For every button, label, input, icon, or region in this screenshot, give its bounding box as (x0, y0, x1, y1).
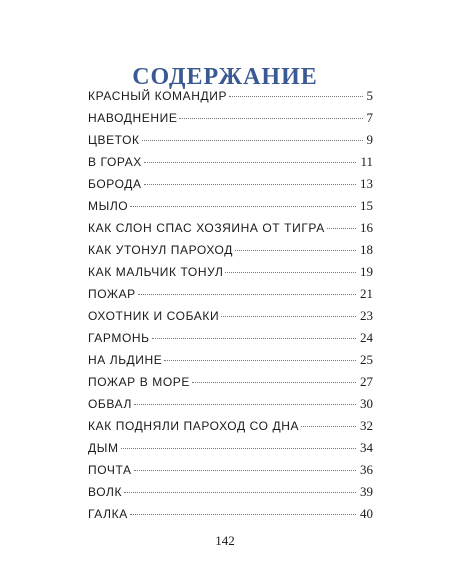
toc-entry (88, 132, 373, 154)
dot-leader (229, 96, 362, 97)
toc-entry (88, 374, 373, 396)
toc-entry-page: 24 (360, 330, 373, 345)
dot-leader (301, 426, 356, 427)
dot-leader (130, 206, 356, 207)
toc-entry (88, 330, 373, 352)
dot-leader (144, 162, 357, 163)
toc-entry-page: 39 (360, 484, 373, 499)
table-of-contents (88, 88, 373, 528)
page-number: 142 (215, 533, 235, 548)
toc-entry-title: МЫЛО (88, 199, 129, 213)
toc-entry-title: ВОЛК (88, 485, 123, 499)
toc-entry (88, 286, 373, 308)
dot-leader (235, 250, 356, 251)
toc-entry-page: 23 (360, 308, 373, 323)
toc-entry (88, 308, 373, 330)
toc-entry-page: 13 (360, 176, 373, 191)
toc-entry (88, 418, 373, 440)
toc-entry-title: ЦВЕТОК (88, 133, 140, 147)
toc-entry (88, 462, 373, 484)
toc-entry-page: 32 (360, 418, 373, 433)
dot-leader (225, 272, 356, 273)
dot-leader (164, 360, 356, 361)
toc-entry-title: ОБВАЛ (88, 397, 132, 411)
dot-leader (130, 514, 356, 515)
toc-entry (88, 88, 373, 110)
toc-entry (88, 154, 373, 176)
toc-entry-page: 19 (360, 264, 373, 279)
toc-entry (88, 484, 373, 506)
dot-leader (327, 228, 356, 229)
toc-entry-title: ГАЛКА (88, 507, 128, 521)
dot-leader (221, 316, 356, 317)
toc-entry (88, 264, 373, 286)
toc-entry-title: В ГОРАХ (88, 155, 142, 169)
toc-entry-title: КРАСНЫЙ КОМАНДИР (88, 89, 228, 103)
toc-entry-page: 30 (360, 396, 373, 411)
dot-leader (138, 294, 356, 295)
dot-leader (192, 382, 356, 383)
toc-entry-page: 25 (360, 352, 373, 367)
toc-entry-page: 27 (360, 374, 373, 389)
toc-entry-title: ПОЧТА (88, 463, 132, 477)
toc-entry-page: 18 (360, 242, 373, 257)
toc-entry-title: НА ЛЬДИНЕ (88, 353, 163, 367)
toc-entry-title: БОРОДА (88, 177, 142, 191)
contents-heading: СОДЕРЖАНИЕ (132, 64, 318, 91)
dot-leader (134, 470, 356, 471)
toc-entry-page: 5 (366, 88, 373, 103)
toc-entry (88, 198, 373, 220)
toc-entry-page: 34 (360, 440, 373, 455)
toc-entry-title: НАВОДНЕНИЕ (88, 111, 178, 125)
toc-entry (88, 352, 373, 374)
toc-entry-title: КАК УТОНУЛ ПАРОХОД (88, 243, 233, 257)
dot-leader (179, 118, 362, 119)
toc-entry-page: 21 (360, 286, 373, 301)
dot-leader (124, 492, 356, 493)
toc-entry (88, 506, 373, 528)
toc-entry-page: 15 (360, 198, 373, 213)
toc-entry-title: ПОЖАР (88, 287, 136, 301)
toc-entry-title: КАК МАЛЬЧИК ТОНУЛ (88, 265, 224, 279)
toc-entry-page: 9 (366, 132, 373, 147)
toc-entry-title: КАК СЛОН СПАС ХОЗЯИНА ОТ ТИГРА (88, 221, 325, 235)
dot-leader (144, 184, 356, 185)
toc-entry (88, 110, 373, 132)
toc-entry-page: 11 (360, 154, 373, 169)
toc-entry-page: 36 (360, 462, 373, 477)
dot-leader (121, 448, 356, 449)
toc-entry-page: 16 (360, 220, 373, 235)
toc-entry-title: КАК ПОДНЯЛИ ПАРОХОД СО ДНА (88, 419, 300, 433)
toc-entry-title: ПОЖАР В МОРЕ (88, 375, 190, 389)
dot-leader (134, 404, 356, 405)
toc-entry-title: ГАРМОНЬ (88, 331, 150, 345)
dot-leader (142, 140, 363, 141)
toc-entry (88, 242, 373, 264)
toc-entry (88, 396, 373, 418)
toc-entry (88, 176, 373, 198)
toc-entry (88, 220, 373, 242)
toc-entry-title: ДЫМ (88, 441, 119, 455)
toc-entry (88, 440, 373, 462)
toc-entry-page: 7 (366, 110, 373, 125)
toc-entry-title: ОХОТНИК И СОБАКИ (88, 309, 220, 323)
dot-leader (152, 338, 356, 339)
toc-entry-page: 40 (360, 506, 373, 521)
